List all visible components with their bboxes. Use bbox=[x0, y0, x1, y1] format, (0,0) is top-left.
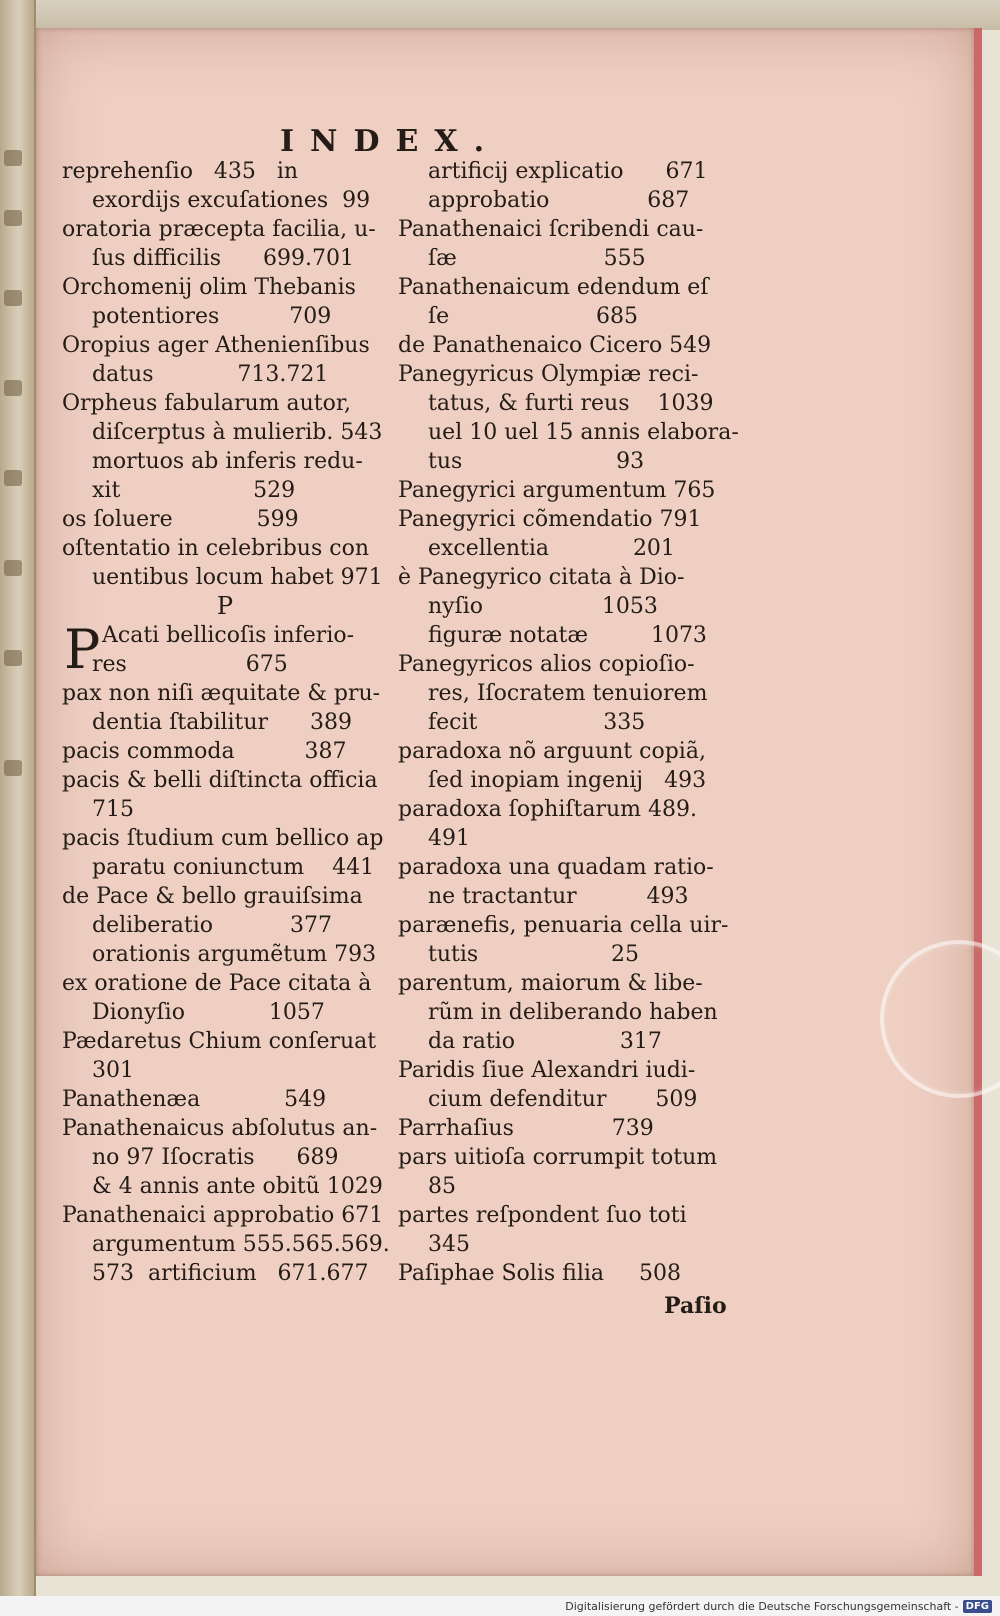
index-entry-text: 345 bbox=[428, 1232, 470, 1257]
index-entry-text: pax non niſi æquitate & pru- bbox=[62, 681, 381, 706]
index-entry bbox=[398, 1143, 728, 1172]
index-entry bbox=[398, 1230, 728, 1259]
drop-capital: P bbox=[64, 618, 101, 681]
index-entry bbox=[398, 1201, 728, 1230]
index-entry-text: pacis & belli diſtincta officia bbox=[62, 768, 378, 793]
index-entry-text: datus 713.721 bbox=[92, 362, 329, 387]
index-entry-text: da ratio 317 bbox=[428, 1029, 662, 1054]
index-entry-text: Panegyricos alios copioſio- bbox=[398, 652, 695, 677]
index-entry bbox=[62, 1259, 388, 1288]
index-entry bbox=[62, 1230, 388, 1259]
index-entry bbox=[62, 215, 388, 244]
index-entry-text: Oropius ager Athenienſibus bbox=[62, 333, 370, 358]
index-entry-text: dentia ſtabilitur 389 bbox=[92, 710, 353, 735]
index-entry bbox=[62, 940, 388, 969]
index-entry bbox=[398, 1027, 728, 1056]
index-entry-text: pacis commoda 387 bbox=[62, 739, 347, 764]
index-entry-text: Orpheus fabularum autor, bbox=[62, 391, 351, 416]
index-entry bbox=[62, 650, 388, 679]
index-entry-text: oſtentatio in celebribus con bbox=[62, 536, 369, 561]
index-entry bbox=[62, 824, 388, 853]
index-entry bbox=[398, 476, 728, 505]
index-entry bbox=[62, 1085, 388, 1114]
index-entry bbox=[398, 1259, 728, 1288]
index-entry-text: Panathenaici ſcribendi cau- bbox=[398, 217, 704, 242]
index-entry bbox=[62, 1056, 388, 1085]
index-entry-text: tus 93 bbox=[428, 449, 645, 474]
index-entry-text: parentum, maiorum & libe- bbox=[398, 971, 703, 996]
index-entry-text: rũm in deliberando haben bbox=[428, 1000, 718, 1025]
index-entry bbox=[398, 534, 728, 563]
index-entry-text: artificij explicatio 671 bbox=[428, 159, 708, 184]
index-entry bbox=[398, 650, 728, 679]
index-entry bbox=[398, 331, 728, 360]
index-entry-text: ex oratione de Pace citata à bbox=[62, 971, 372, 996]
index-entry bbox=[62, 244, 388, 273]
index-entry bbox=[398, 273, 728, 302]
index-entry-text: paratu coniunctum 441 bbox=[92, 855, 375, 880]
binding-mark bbox=[4, 470, 22, 486]
running-head: INDEX. bbox=[280, 124, 501, 159]
index-entry-text: res, Iſocratem tenuiorem bbox=[428, 681, 708, 706]
index-entry bbox=[62, 331, 388, 360]
index-entry-text: de Panathenaico Cicero 549 bbox=[398, 333, 712, 358]
index-entry-text: potentiores 709 bbox=[92, 304, 332, 329]
index-entry-text: Parrhaſius 739 bbox=[398, 1116, 654, 1141]
index-entry-text: ſæ 555 bbox=[428, 246, 646, 271]
index-entry-text: 491 bbox=[428, 826, 470, 851]
digitization-footer bbox=[0, 1596, 1000, 1616]
index-entry-text: tatus, & furti reus 1039 bbox=[428, 391, 714, 416]
index-letter-heading: P bbox=[216, 592, 234, 620]
binding-mark bbox=[4, 560, 22, 576]
index-entry bbox=[398, 186, 728, 215]
index-entry bbox=[398, 679, 728, 708]
index-entry-text: approbatio 687 bbox=[428, 188, 690, 213]
index-entry-text: paradoxa una quadam ratio- bbox=[398, 855, 714, 880]
index-entry bbox=[62, 969, 388, 998]
index-entry bbox=[62, 157, 388, 186]
index-entry-text: Orchomenij olim Thebanis bbox=[62, 275, 356, 300]
index-entry bbox=[398, 1056, 728, 1085]
index-entry bbox=[62, 795, 388, 824]
index-entry-text: 715 bbox=[92, 797, 134, 822]
index-entry bbox=[398, 621, 728, 650]
index-entry bbox=[62, 1201, 388, 1230]
index-entry bbox=[62, 389, 388, 418]
index-entry bbox=[398, 418, 739, 447]
index-entry bbox=[62, 418, 388, 447]
index-entry bbox=[62, 708, 388, 737]
index-entry bbox=[62, 505, 388, 534]
index-entry bbox=[398, 244, 728, 273]
index-entry-text: Acati bellicoſis inferio- bbox=[102, 623, 355, 648]
index-entry bbox=[398, 505, 728, 534]
index-entry-text: Dionyſio 1057 bbox=[92, 1000, 325, 1025]
index-entry bbox=[398, 969, 728, 998]
index-entry-text: Panathenæa 549 bbox=[62, 1087, 327, 1112]
scan-top-edge bbox=[0, 0, 1000, 30]
binding-mark bbox=[4, 210, 22, 226]
index-entry bbox=[398, 795, 728, 824]
index-entry-text: ſed inopiam ingenij 493 bbox=[428, 768, 707, 793]
binding-mark bbox=[4, 380, 22, 396]
index-entry-text: uel 10 uel 15 annis elabora- bbox=[428, 420, 739, 445]
index-entry bbox=[62, 1143, 388, 1172]
index-entry bbox=[398, 882, 728, 911]
index-entry bbox=[398, 853, 728, 882]
index-entry bbox=[398, 1085, 728, 1114]
index-entry bbox=[62, 302, 388, 331]
index-entry-text: fecit 335 bbox=[428, 710, 646, 735]
index-entry bbox=[398, 708, 728, 737]
index-entry-text: parænefis, penuaria cella uir- bbox=[398, 913, 729, 938]
index-entry bbox=[62, 476, 388, 505]
index-entry bbox=[398, 1114, 728, 1143]
index-entry bbox=[398, 1172, 728, 1201]
index-entry-text: uentibus locum habet 971 bbox=[92, 565, 383, 590]
index-entry-text: Pædaretus Chium conſeruat bbox=[62, 1029, 377, 1054]
index-entry bbox=[62, 1172, 388, 1201]
index-entry-text: Panathenaici approbatio 671 bbox=[62, 1203, 384, 1228]
index-entry bbox=[62, 1114, 388, 1143]
index-entry bbox=[398, 157, 728, 186]
index-entry-text: exordijs excuſationes 99 bbox=[92, 188, 371, 213]
index-entry-text: de Pace & bello grauiſsima bbox=[62, 884, 363, 909]
index-entry bbox=[398, 389, 728, 418]
dfg-logo: DFG bbox=[963, 1600, 992, 1613]
index-entry bbox=[62, 563, 388, 592]
index-entry-text: excellentia 201 bbox=[428, 536, 675, 561]
index-entry-text: Panegyrici cõmendatio 791 bbox=[398, 507, 702, 532]
index-entry-text: Panegyrici argumentum 765 bbox=[398, 478, 716, 503]
index-entry bbox=[398, 911, 728, 940]
index-entry bbox=[398, 592, 728, 621]
index-entry-text: & 4 annis ante obitũ 1029 bbox=[92, 1174, 383, 1199]
index-entry-text: diſcerptus à mulierib. 543 bbox=[92, 420, 383, 445]
index-entry-text: deliberatio 377 bbox=[92, 913, 332, 938]
index-entry bbox=[62, 998, 388, 1027]
index-entry-text: 301 bbox=[92, 1058, 134, 1083]
index-entry bbox=[398, 302, 728, 331]
index-entry bbox=[62, 911, 388, 940]
binding-mark bbox=[4, 650, 22, 666]
index-entry-text: tutis 25 bbox=[428, 942, 640, 967]
index-entry-text: xit 529 bbox=[92, 478, 296, 503]
index-entry bbox=[398, 563, 728, 592]
index-entry-text: mortuos ab inferis redu- bbox=[92, 449, 363, 474]
index-entry bbox=[398, 737, 728, 766]
index-entry bbox=[398, 940, 728, 969]
index-entry bbox=[398, 766, 728, 795]
index-entry-text: oratoria præcepta facilia, u- bbox=[62, 217, 376, 242]
index-entry bbox=[62, 534, 388, 563]
index-entry bbox=[62, 679, 388, 708]
index-entry bbox=[398, 215, 728, 244]
footer-text: Digitalisierung gefördert durch die Deutsche Forschungsgemeinschaft - bbox=[565, 1599, 959, 1613]
index-entry bbox=[62, 737, 388, 766]
index-entry-text: 85 bbox=[428, 1174, 456, 1199]
index-entry bbox=[62, 766, 388, 795]
index-entry bbox=[62, 853, 388, 882]
index-entry bbox=[62, 360, 388, 389]
index-entry-text: res 675 bbox=[92, 652, 288, 677]
index-column-left bbox=[62, 157, 388, 1288]
index-entry-text: cium defenditur 509 bbox=[428, 1087, 698, 1112]
index-entry-text: figuræ notatæ 1073 bbox=[428, 623, 707, 648]
index-entry-text: paradoxa nõ arguunt copiã, bbox=[398, 739, 706, 764]
index-entry bbox=[62, 1027, 388, 1056]
index-entry bbox=[62, 273, 388, 302]
index-entry bbox=[398, 360, 728, 389]
index-entry bbox=[62, 186, 388, 215]
binding-mark bbox=[4, 150, 22, 166]
index-entry-text: Panegyricus Olympiæ reci- bbox=[398, 362, 699, 387]
index-entry-text: ne tractantur 493 bbox=[428, 884, 689, 909]
index-entry-text: nyſio 1053 bbox=[428, 594, 658, 619]
book-binding bbox=[0, 0, 36, 1596]
index-entry bbox=[398, 998, 728, 1027]
index-entry-text: Panathenaicus abſolutus an- bbox=[62, 1116, 378, 1141]
index-column-right bbox=[398, 157, 739, 1288]
index-entry-text: ſe 685 bbox=[428, 304, 639, 329]
binding-mark bbox=[4, 290, 22, 306]
index-entry-text: è Panegyrico citata à Dio- bbox=[398, 565, 685, 590]
index-entry-text: argumentum 555.565.569. bbox=[92, 1232, 390, 1257]
index-entry-text: Paridis ſiue Alexandri iudi- bbox=[398, 1058, 696, 1083]
index-entry bbox=[398, 824, 728, 853]
index-entry-text: pars uitioſa corrumpit totum bbox=[398, 1145, 718, 1170]
index-entry bbox=[62, 882, 388, 911]
index-entry-text: no 97 Iſocratis 689 bbox=[92, 1145, 339, 1170]
index-entry-text: 573 artificium 671.677 bbox=[92, 1261, 369, 1286]
index-entry-text: os ſoluere 599 bbox=[62, 507, 299, 532]
index-entry-text: reprehenſio 435 in bbox=[62, 159, 299, 184]
index-entry-text: ſus difficilis 699.701 bbox=[92, 246, 355, 271]
catchword: Paſio bbox=[664, 1293, 727, 1319]
index-entry-text: partes reſpondent ſuo toti bbox=[398, 1203, 687, 1228]
index-entry-text: Paſiphae Solis filia 508 bbox=[398, 1261, 681, 1286]
index-entry-text: orationis argumẽtum 793 bbox=[92, 942, 377, 967]
index-entry-text: pacis ſtudium cum bellico ap bbox=[62, 826, 384, 851]
index-entry bbox=[62, 447, 388, 476]
binding-mark bbox=[4, 760, 22, 776]
index-entry-text: Panathenaicum edendum eſ bbox=[398, 275, 709, 300]
index-entry bbox=[398, 447, 728, 476]
index-entry-text: paradoxa ſophiſtarum 489. bbox=[398, 797, 697, 822]
